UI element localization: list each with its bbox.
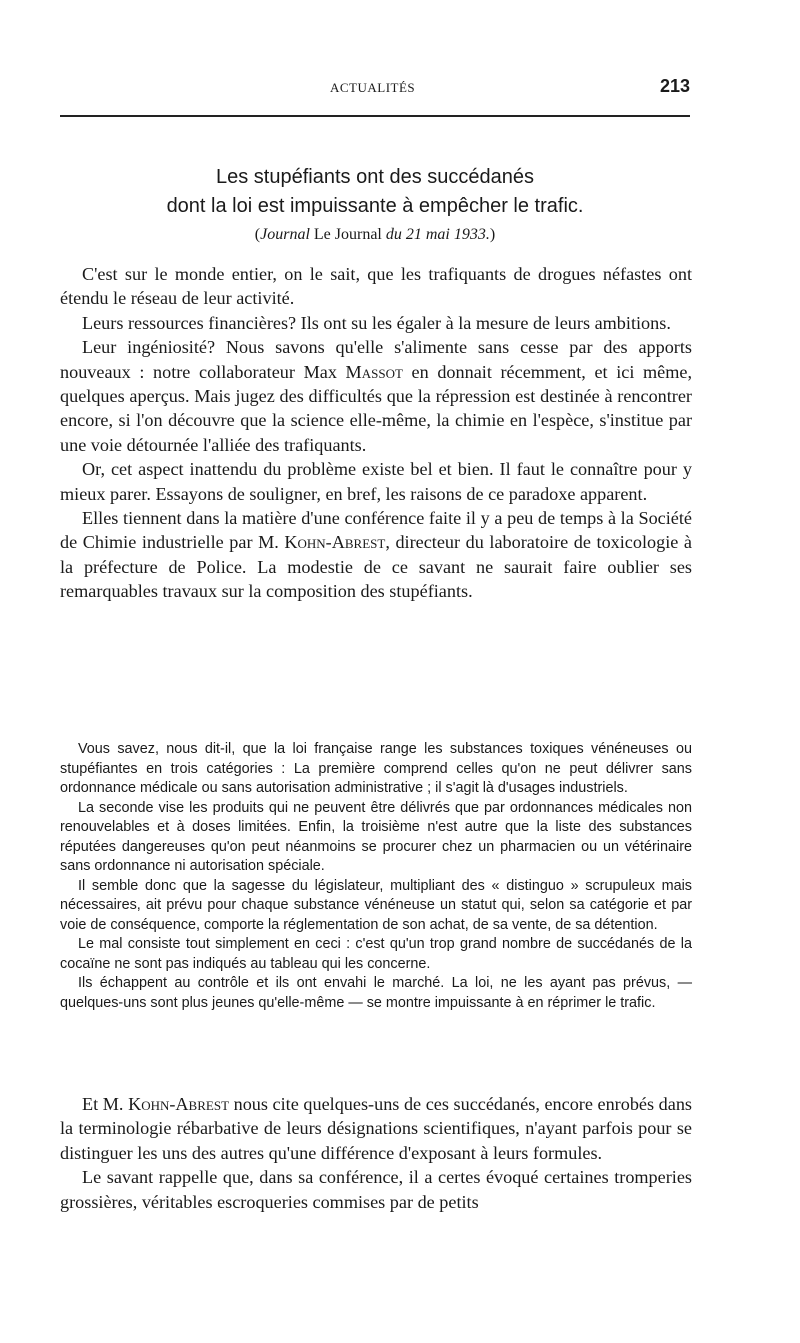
- paragraph-4: Or, cet aspect inattendu du problème existe bel et bien. Il faut le connaître pour y mieux parer. Essayons de souligner, en bref, les raisons de ce paradoxe apparent.: [60, 459, 692, 504]
- header-rule: [60, 115, 690, 117]
- quote-paragraph-3: Il semble donc que la sagesse du législateur, multipliant des « distinguo » scrupuleux mais nécessaires, ait prévu pour chaque substance vénéneuse un statut qui, selon sa catégorie et par voie de conséquence, comporte la réglementation de son achat, de sa vente, de sa détention.: [60, 877, 692, 933]
- paragraph-7: Le savant rappelle que, dans sa conférence, il a certes évoqué certaines tromperies grossières, véritables escroqueries commises par de petits: [60, 1167, 692, 1212]
- paragraph-3-text-a: Leur ingéniosité? Nous savons qu'elle s'alimente sans cesse par des apports nouveaux : notre collaborateur Max: [60, 337, 692, 382]
- source-name: Le Journal: [309, 226, 386, 243]
- quote-paragraph-1: Vous savez, nous dit-il, que la loi française range les substances toxiques vénéneuses ou stupéfiantes en trois catégories : La première comprend celles qu'on ne peut délivrer sans ordonnance médicale ou sans autorisation administrative ; il s'agit là d'usages industriels.: [60, 741, 692, 796]
- source-date: 21 mai 1933.: [401, 226, 490, 243]
- running-head: ACTUALITÉS: [330, 80, 416, 95]
- source-du: du: [385, 226, 402, 243]
- page-number: 213: [659, 76, 690, 96]
- person-name-kohn-abrest-2: Kohn-Abrest: [128, 1094, 230, 1114]
- paragraph-5: [60, 506, 692, 604]
- title-line-2: dont la loi est impuissante à empêcher le trafic.: [166, 195, 584, 217]
- paragraph-6-text-a: Et M.: [82, 1094, 129, 1114]
- paragraph-3-text-b: en donnait récemment, et ici même, quelques aperçus. Mais jugez des difficultés que la répression est destinée à rencontrer encore, si l'on découvre que la science elle-même, la chimie en l'espèce, s'institue par une voie détournée l'alliée des trafiquants.: [60, 361, 693, 455]
- source-open-paren: (: [254, 226, 261, 243]
- paragraph-2: Leurs ressources financières? Ils ont su les égaler à la mesure de leurs ambitions.: [82, 312, 671, 333]
- paragraph-6: [60, 1092, 692, 1165]
- person-name-massot: Massot: [345, 361, 403, 382]
- paragraph-1: C'est sur le monde entier, on le sait, que les trafiquants de drogues néfastes ont étendu le réseau de leur activité.: [60, 264, 692, 309]
- article-body-continued: [60, 1092, 692, 1214]
- quoted-passage: [60, 740, 692, 1013]
- quote-paragraph-5: Ils échappent au contrôle et ils ont envahi le marché. La loi, ne les ayant pas prévus, — quelques-uns sont plus jeunes qu'elle-même — se montre impuissante à en réprimer le trafic.: [60, 975, 692, 1011]
- article-title: [60, 163, 690, 221]
- paragraph-5-text-a: Elles tiennent dans la matière d'une conférence faite il y a peu de temps à la Société de Chimie industrielle par M.: [60, 508, 692, 553]
- quote-paragraph-2: La seconde vise les produits qui ne peuvent être délivrés que par ordonnances médicales non renouvelables et à doses limitées. Enfin, la troisième n'est autre que la liste des substances réputées dangereuses qu'on peut néanmoins se procurer chez un pharmacien ou un vétérinaire sans ordonnance ni autorisation spéciale.: [60, 799, 692, 874]
- article-source: [60, 226, 690, 244]
- quote-paragraph-4: Le mal consiste tout simplement en ceci : c'est qu'un trop grand nombre de succédanés de la cocaïne ne sont pas indiqués au tableau qui les concerne.: [60, 936, 692, 972]
- source-journal: Journal: [260, 226, 310, 243]
- article-body: [60, 262, 692, 604]
- paragraph-3: [60, 335, 692, 457]
- source-close-paren: ): [489, 226, 496, 243]
- person-name-kohn-abrest: Kohn-Abrest: [284, 532, 386, 553]
- paragraph-5-text-b: , directeur du laboratoire de toxicologie à la préfecture de Police. La modestie de ce savant ne saurait faire oublier ses remarquables travaux sur la composition des stupéfiants.: [60, 532, 692, 602]
- paragraph-6-text-b: nous cite quelques-uns de ces succédanés, encore enrobés dans la terminologie rébarbative de leurs désignations scientifiques, n'ayant parfois pour se distinguer les uns des autres qu'une différence d'exposant à leurs formules.: [60, 1094, 692, 1163]
- page-header: [60, 74, 690, 104]
- title-line-1: Les stupéfiants ont des succédanés: [216, 166, 534, 188]
